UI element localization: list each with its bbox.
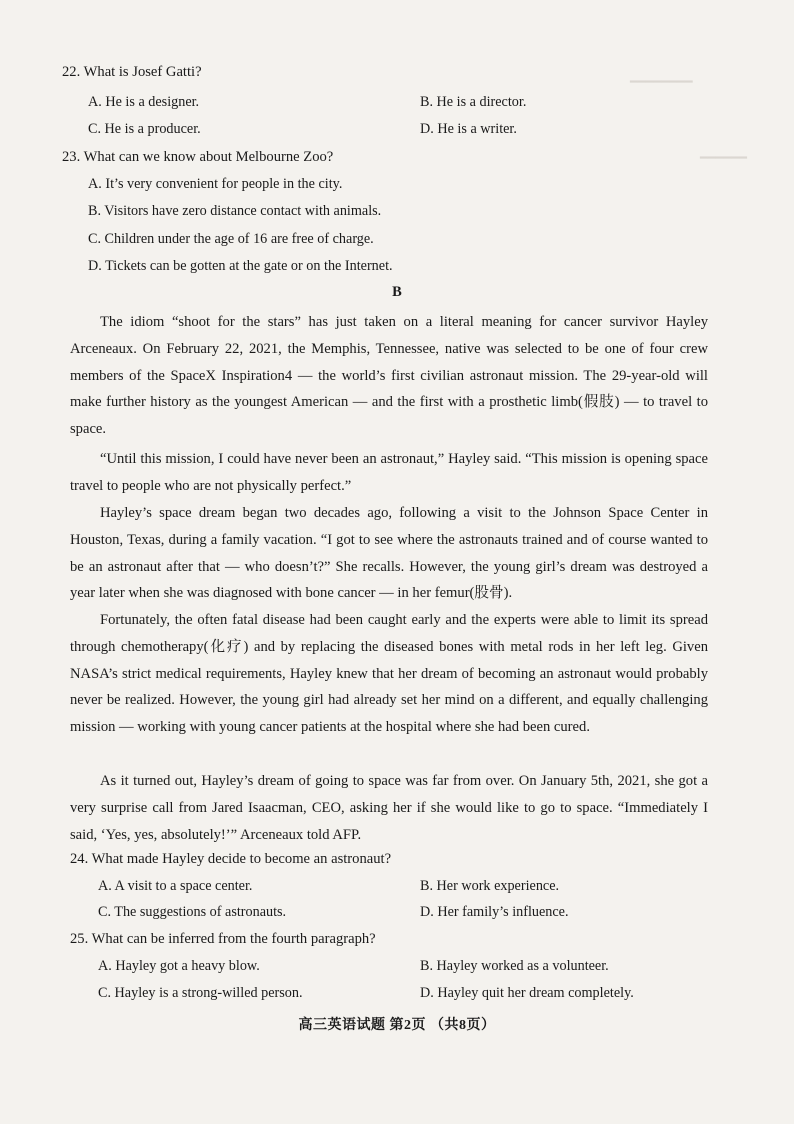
option-24c: C. The suggestions of astronauts. <box>98 904 287 920</box>
option-23b: B. Visitors have zero distance contact with animals. <box>88 203 382 219</box>
option-23c: C. Children under the age of 16 are free of charge. <box>88 231 374 247</box>
question-23: 23. What can we know about Melbourne Zoo? <box>62 149 334 165</box>
question-22: 22. What is Josef Gatti? <box>62 64 202 80</box>
option-25c: C. Hayley is a strong-willed person. <box>98 985 303 1001</box>
option-24a: A. A visit to a space center. <box>98 878 253 894</box>
option-23d: D. Tickets can be gotten at the gate or on the Internet. <box>88 258 393 274</box>
paragraph-3: Hayley’s space dream began two decades ago, following a visit to the Johnson Space Center in Houston, Texas, during a family vacation. “I got to see where the astronauts trained and of course wanted to be an astronaut after that — who doesn’t?” She recalls. However, the young girl’s dream was destroyed a year later when she was diagnosed with bone cancer — in her femur(股骨). <box>70 505 708 602</box>
option-25b: B. Hayley worked as a volunteer. <box>420 958 609 974</box>
question-25: 25. What can be inferred from the fourth paragraph? <box>70 931 376 947</box>
option-22b: B. He is a director. <box>420 94 527 110</box>
bleed-through: ━━━━━━━━ <box>630 74 693 89</box>
option-22d: D. He is a writer. <box>420 121 517 137</box>
paragraph-5: As it turned out, Hayley’s dream of going to space was far from over. On January 5th, 2021, she got a very surprise call from Jared Isaacman, CEO, asking her if she would like to go to space. “Immediately I said, ‘Yes, yes, absolutely!’” Arceneaux told AFP. <box>70 773 708 843</box>
page-footer: 高三英语试题 第2页 （共8页） <box>298 1018 496 1033</box>
option-25a: A. Hayley got a heavy blow. <box>98 958 260 974</box>
paragraph-2: “Until this mission, I could have never been an astronaut,” Hayley said. “This mission is opening space travel to people who are not physically perfect.” <box>70 451 708 494</box>
paragraph-1: The idiom “shoot for the stars” has just taken on a literal meaning for cancer survivor Hayley Arceneaux. On February 22, 2021, the Memphis, Tennessee, native was selected to be one of four crew members of the SpaceX Inspiration4 — the world’s first civilian astronaut mission. The 29-year-old will make further history as the youngest American — and the first with a prosthetic limb(假肢) — to travel to space. <box>70 314 708 438</box>
option-25d: D. Hayley quit her dream completely. <box>420 985 634 1001</box>
option-24b: B. Her work experience. <box>420 878 560 894</box>
question-24: 24. What made Hayley decide to become an astronaut? <box>70 851 392 867</box>
option-24d: D. Her family’s influence. <box>420 904 569 920</box>
option-22c: C. He is a producer. <box>88 121 201 137</box>
option-23a: A. It’s very convenient for people in the city. <box>88 176 343 192</box>
option-22a: A. He is a designer. <box>88 94 200 110</box>
section-title: B <box>392 284 402 300</box>
bleed-through: ━━━━━━ <box>700 150 747 165</box>
paragraph-4: Fortunately, the often fatal disease had been caught early and the experts were able to limit its spread through chemotherapy(化疗) and by replacing the diseased bones with metal rods in her left leg. Given NASA’s strict medical requirements, Hayley knew that her dream of becoming an astronaut would probably never be realized. However, the young girl had already set her mind on a different, and equally challenging mission — working with young cancer patients at the hospital where she had been cured. <box>70 612 708 736</box>
